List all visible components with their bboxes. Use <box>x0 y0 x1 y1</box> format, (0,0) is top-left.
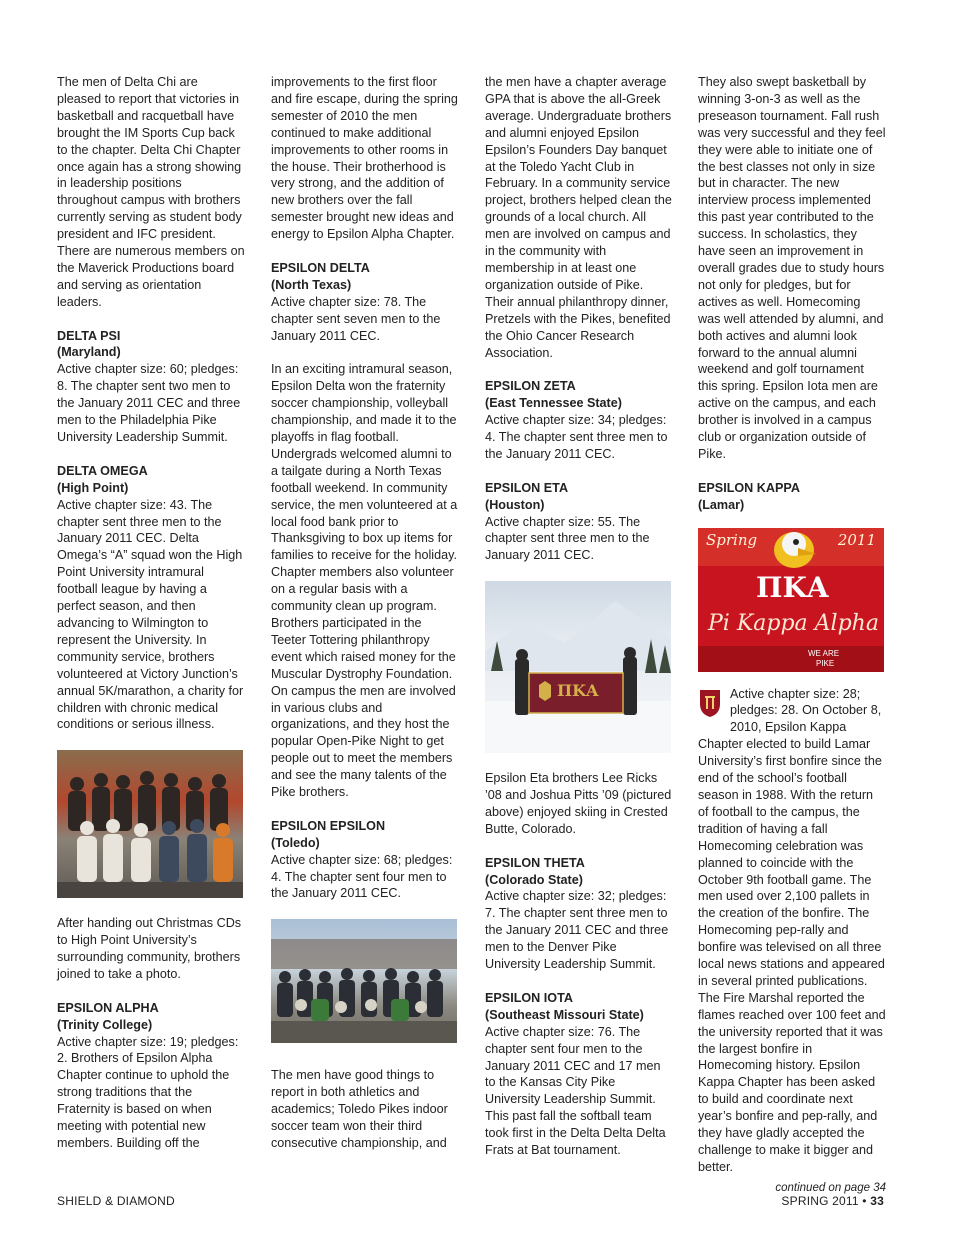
epsilon-kappa-text: Active chapter size: 28; pledges: 28. On October 8, 2010, Epsilon Kappa Chapter elected to build Lamar University’s first bonfire since the end of the school’s football season in 1988. With the return of football to the campus, the tradition of having a fall Homecoming celebration was planned to coincide with the October 9th football game. The men used over 2,100 pallets in the creation of the bonfire. The Homecoming pep-rally and bonfire was televised on all three local news stations and appeared in several printed publications. The Fire Marshal reported the flames reached over 100 feet and the university reported that it was the largest bonfire in Homecoming history. Epsilon Kappa Chapter has been asked to build and coordinate next year’s bonfire and pep-rally, and they have gladly accepted the challenge to make it bigger and better. <box>698 686 886 1174</box>
footer-issue: SPRING 2011 • <box>781 1194 871 1208</box>
banner-script: Pi Kappa Alpha <box>708 610 879 636</box>
epsilon-zeta-text: Active chapter size: 34; pledges: 4. The chapter sent three men to the January 2011 CEC. <box>485 413 668 461</box>
epsilon-iota-continued-text: They also swept basketball by winning 3-on-3 as well as the preseason tournament. Fall rush was very successful and they feel they were able to initiate one of the best classes not only in size but in character. The new interview process implemented this past year contributed to the success. In scholastics, they have seen an improvement in overall grades due to study hours not only for pledges, but for actives as well. Homecoming was well attended by alumni, and both actives and alumni look forward to the annual alumni weekend and golf tournament this spring. Epsilon Iota men are active on the campus, and each brother is involved in a campus club or organization outside of Pike. <box>698 75 886 461</box>
ski-flag-letters: ΠΚΑ <box>557 681 599 701</box>
delta-chi-text: The men of Delta Chi are pleased to report that victories in basketball and racquetball have brought the IM Sports Cup back to the chapter. Delta Chi Chapter once again has a strong showing in leadership positions throughout campus with brothers currently serving as student body president and IFC president. There are numerous members on the Maverick Productions board and serving as orientation leaders. <box>57 75 245 309</box>
toledo-text: The men have good things to report in both athletics and academics; Toledo Pikes indoor soccer team won their third consecutive championship, and <box>271 1068 448 1150</box>
epsilon-iota-text: Active chapter size: 76. The chapter sent four men to the January 2011 CEC and 17 men to the Kansas City Pike University Leadership Summit. This past fall the softball team took first in the Delta Delta Delta Frats at Bat tournament. <box>485 1024 666 1158</box>
epsilon-delta-heading: EPSILON DELTA <box>271 260 370 275</box>
group-photo-figures <box>57 750 243 898</box>
footer-page-info <box>781 1194 884 1208</box>
epsilon-zeta-heading: EPSILON ZETA <box>485 379 576 394</box>
delta-omega-school: (High Point) <box>57 480 129 495</box>
ski-photo-scene <box>485 581 671 753</box>
epsilon-kappa-body <box>698 686 886 1176</box>
column-3 <box>485 74 673 1176</box>
epsilon-eta-text: Active chapter size: 55. The chapter sent three men to the January 2011 CEC. <box>485 514 650 563</box>
epsilon-alpha-continued-text: improvements to the first floor and fire escape, during the spring semester of 2010 the men continued to make additional improvements to other rooms in the house. Their brotherhood is very strong, and the addition of new brothers over the fall semester brought new ideas and energy to Epsilon Alpha Chapter. <box>271 75 458 242</box>
delta-omega-text: Active chapter size: 43. The chapter sent three men to the January 2011 CEC. Delta Omega’s “A” squad won the High Point University intramural football league by having a perfect season, and then advancing to Wilmington to represent the University. In community service, brothers volunteered at Victory Junction’s annual 5K/marathon, a charity for children with chronic medical conditions or serious illness. <box>57 497 244 732</box>
high-point-caption: After handing out Christmas CDs to High Point University’s surrounding community, brothers joined to take a photo. <box>57 916 242 981</box>
epsilon-alpha-school: (Trinity College) <box>57 1017 153 1032</box>
epsilon-kappa-heading: EPSILON KAPPA <box>698 480 800 495</box>
epsilon-zeta-school: (East Tennessee State) <box>485 396 622 411</box>
epsilon-delta-school: (North Texas) <box>271 277 352 292</box>
column-2 <box>271 74 459 1169</box>
delta-omega-heading: DELTA OMEGA <box>57 463 148 478</box>
banner-tag-1: WE ARE <box>808 648 840 658</box>
epsilon-alpha-heading: EPSILON ALPHA <box>57 1000 159 1015</box>
epsilon-theta-heading: EPSILON THETA <box>485 855 585 870</box>
epsilon-delta-text-2: In an exciting intramural season, Epsilon Delta won the fraternity soccer championship, volleyball championship, and made it to the playoffs in flag football. Undergrads welcomed alumni to a tailgate during a North Texas football weekend. In community service, the men volunteered at a local food bank prior to Thanksgiving to box up items for families to receive for the holiday. Chapter members also volunteer on a regular basis with a community clean up program. Brothers participated in the Teeter Tottering philanthropy event which raised money for the Muscular Dystrophy Foundation. On campus the men are involved in various clubs and organizations, and they host the popular Open-Pike Night to get people out to meet the members and see the many talents of the Pike brothers. <box>271 362 458 800</box>
epsilon-epsilon-school: (Toledo) <box>271 835 320 850</box>
epsilon-epsilon-heading: EPSILON EPSILON <box>271 818 386 833</box>
shield-icon <box>698 688 722 718</box>
ski-flag-photo <box>485 581 671 753</box>
footer-publication: SHIELD & DIAMOND <box>57 1194 175 1208</box>
column-1 <box>57 74 245 1169</box>
lamar-banner-photo <box>698 528 884 672</box>
epsilon-iota-heading: EPSILON IOTA <box>485 990 573 1005</box>
toledo-photo-figures <box>271 919 457 1043</box>
epsilon-theta-text: Active chapter size: 32; pledges: 7. The chapter sent three men to the January 2011 CEC and three men to the Denver Pike University Leadership Summit. <box>485 889 669 972</box>
column-4 <box>698 74 886 1197</box>
epsilon-alpha-text: Active chapter size: 19; pledges: 2. Brothers of Epsilon Alpha Chapter continue to uphold the strong traditions that the Fraternity is based on when meeting with potential new members. Building off the <box>57 1034 239 1150</box>
epsilon-kappa-school: (Lamar) <box>698 497 745 512</box>
epsilon-eta-school: (Houston) <box>485 497 545 512</box>
toledo-group-photo <box>271 919 457 1043</box>
page-number: 33 <box>870 1194 884 1208</box>
delta-psi-heading: DELTA PSI <box>57 328 121 343</box>
epsilon-eta-heading: EPSILON ETA <box>485 480 569 495</box>
delta-psi-school: (Maryland) <box>57 345 121 360</box>
epsilon-epsilon-text: Active chapter size: 68; pledges: 4. The chapter sent four men to the January 2011 CEC. <box>271 852 453 901</box>
epsilon-epsilon-continued-text: the men have a chapter average GPA that is above the all-Greek average. Undergraduate brothers and alumni enjoyed Epsilon Epsilon’s Founders Day banquet at the Toledo Yacht Club in February. In a community service project, brothers helped clean the grounds of a local church. All men are involved on campus and in the community with membership in at least one organization outside of Pike. Their annual philanthropy dinner, Pretzels with the Pikes, benefited the Ohio Cancer Research Association. <box>485 75 672 360</box>
continued-note: continued on page 34 <box>775 1181 886 1194</box>
ski-photo-caption: Epsilon Eta brothers Lee Ricks ’08 and Joshua Pitts ’09 (pictured above) enjoyed skiing in Crested Butte, Colorado. <box>485 771 672 836</box>
epsilon-theta-school: (Colorado State) <box>485 872 583 887</box>
banner-greek-letters: ΠΚΑ <box>756 570 829 604</box>
banner-year: 2011 <box>837 530 876 549</box>
epsilon-iota-school: (Southeast Missouri State) <box>485 1007 644 1022</box>
banner-spring: Spring <box>706 530 758 549</box>
high-point-group-photo <box>57 750 243 898</box>
banner-tag-2: PIKE <box>816 658 835 668</box>
epsilon-delta-text: Active chapter size: 78. The chapter sent seven men to the January 2011 CEC. <box>271 294 441 343</box>
delta-psi-text: Active chapter size: 60; pledges: 8. The chapter sent two men to the January 2011 CEC and three men to the Philadelphia Pike University Leadership Summit. <box>57 362 241 445</box>
